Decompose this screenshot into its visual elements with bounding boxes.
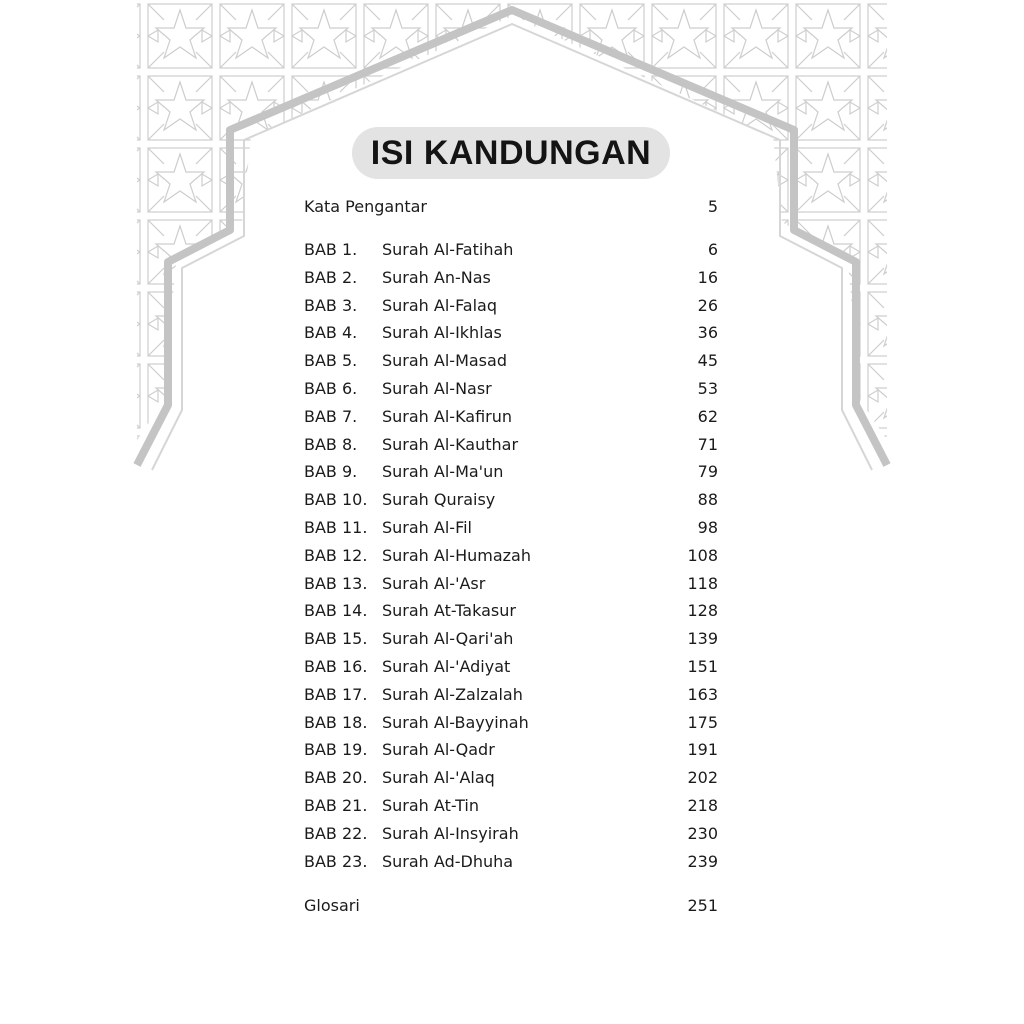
toc-chapter-row xyxy=(304,321,718,345)
toc-chapter-row xyxy=(304,544,718,568)
chapter-title: Surah Al-Ikhlas xyxy=(382,323,502,343)
chapter-number: BAB 6. xyxy=(304,379,358,398)
chapter-title: Surah Al-Fatihah xyxy=(382,240,514,259)
chapter-title: Surah Al-Bayyinah xyxy=(382,712,529,732)
toc-chapter-row xyxy=(304,433,718,457)
toc-intro-page: 5 xyxy=(707,197,718,216)
toc-chapter-row xyxy=(304,683,718,707)
chapter-number: BAB 19. xyxy=(304,740,368,760)
toc-chapter-row xyxy=(304,377,718,401)
chapter-number: BAB 2. xyxy=(304,267,358,287)
chapter-number: BAB 15. xyxy=(304,629,368,649)
chapter-page-number: 118 xyxy=(687,573,718,593)
chapter-number: BAB 12. xyxy=(304,545,368,565)
chapter-title: Surah Al-'Adiyat xyxy=(382,657,511,676)
chapter-number: BAB 3. xyxy=(304,295,358,315)
chapter-number: BAB 1. xyxy=(304,240,358,259)
chapter-page-number: 62 xyxy=(697,406,718,426)
chapter-number: BAB 4. xyxy=(304,323,358,343)
chapter-page-number: 239 xyxy=(687,851,718,871)
chapter-number: BAB 5. xyxy=(304,351,358,371)
toc-chapter-row xyxy=(304,655,718,679)
chapter-number: BAB 18. xyxy=(304,712,368,732)
chapter-number: BAB 14. xyxy=(304,601,368,621)
chapter-page-number: 175 xyxy=(687,712,718,732)
chapter-number: BAB 20. xyxy=(304,768,368,788)
chapter-title: Surah Al-'Asr xyxy=(382,573,486,593)
toc-chapter-row xyxy=(304,488,718,512)
toc-entry-intro xyxy=(304,195,718,219)
chapter-title: Surah Al-Kafirun xyxy=(382,406,513,426)
toc-chapter-row xyxy=(304,294,718,318)
chapter-page-number: 202 xyxy=(687,768,718,788)
chapter-number: BAB 23. xyxy=(304,851,368,871)
chapter-title: Surah Al-Qadr xyxy=(382,740,495,760)
chapter-number: BAB 16. xyxy=(304,657,368,676)
chapter-title: Surah Al-Kauthar xyxy=(382,434,519,454)
page-title: ISI KANDUNGAN xyxy=(370,133,652,172)
toc-chapter-row xyxy=(304,627,718,651)
chapter-title: Surah Al-Masad xyxy=(382,351,507,371)
chapter-page-number: 45 xyxy=(697,351,718,371)
chapter-page-number: 191 xyxy=(687,740,718,760)
chapter-page-number: 230 xyxy=(687,823,718,843)
chapter-page-number: 108 xyxy=(687,545,718,565)
chapter-page-number: 26 xyxy=(697,295,718,315)
chapter-title: Surah Al-'Alaq xyxy=(382,768,495,788)
toc-chapter-row xyxy=(304,238,718,262)
toc-glossary-label: Glosari xyxy=(304,896,360,915)
toc-chapter-row xyxy=(304,405,718,429)
toc-intro-label: Kata Pengantar xyxy=(304,197,427,216)
chapter-page-number: 139 xyxy=(687,629,718,649)
chapter-number: BAB 17. xyxy=(304,684,368,704)
chapter-page-number: 79 xyxy=(697,462,718,482)
toc-chapter-row xyxy=(304,460,718,484)
chapter-title: Surah Al-Insyirah xyxy=(382,823,519,843)
toc-chapter-row xyxy=(304,766,718,790)
chapter-page-number: 53 xyxy=(697,379,718,398)
chapter-number: BAB 8. xyxy=(304,434,358,454)
chapter-title: Surah An-Nas xyxy=(382,267,491,287)
toc-chapter-row xyxy=(304,516,718,540)
toc-chapter-row xyxy=(304,794,718,818)
chapter-page-number: 163 xyxy=(687,684,718,704)
toc-chapter-row xyxy=(304,822,718,846)
chapter-page-number: 36 xyxy=(697,323,718,343)
chapter-title: Surah Al-Falaq xyxy=(382,295,498,315)
toc-chapter-row xyxy=(304,572,718,596)
toc-entry-glossary xyxy=(304,894,718,918)
chapter-title: Surah Al-Humazah xyxy=(382,545,531,565)
chapter-page-number: 16 xyxy=(697,267,718,287)
chapter-page-number: 6 xyxy=(707,240,718,259)
chapter-title: Surah At-Takasur xyxy=(382,601,516,621)
chapter-number: BAB 10. xyxy=(304,490,368,510)
toc-chapter-row xyxy=(304,738,718,762)
title-banner xyxy=(352,127,670,179)
chapter-title: Surah Al-Fil xyxy=(382,518,472,537)
chapter-number: BAB 9. xyxy=(304,462,358,482)
chapter-title: Surah Al-Qari'ah xyxy=(382,629,514,649)
chapter-title: Surah Al-Ma'un xyxy=(382,462,504,482)
chapter-number: BAB 7. xyxy=(304,406,358,426)
toc-chapter-row xyxy=(304,850,718,874)
chapter-title: Surah Quraisy xyxy=(382,490,496,510)
toc-chapter-row xyxy=(304,349,718,373)
toc-chapter-row xyxy=(304,266,718,290)
chapter-title: Surah At-Tin xyxy=(382,796,480,815)
chapter-title: Surah Ad-Dhuha xyxy=(382,851,514,871)
toc-chapter-row xyxy=(304,711,718,735)
toc-chapter-row xyxy=(304,599,718,623)
chapter-title: Surah Al-Nasr xyxy=(382,379,492,398)
chapter-title: Surah Al-Zalzalah xyxy=(382,684,523,704)
chapter-page-number: 128 xyxy=(687,601,718,621)
chapter-number: BAB 21. xyxy=(304,796,368,815)
chapter-number: BAB 22. xyxy=(304,823,368,843)
chapter-page-number: 218 xyxy=(687,796,718,815)
chapter-number: BAB 13. xyxy=(304,573,368,593)
chapter-page-number: 71 xyxy=(697,434,718,454)
toc-glossary-page: 251 xyxy=(687,896,718,915)
chapter-number: BAB 11. xyxy=(304,518,368,537)
chapter-page-number: 151 xyxy=(687,657,718,676)
chapter-page-number: 88 xyxy=(697,490,718,510)
chapter-page-number: 98 xyxy=(697,518,718,537)
